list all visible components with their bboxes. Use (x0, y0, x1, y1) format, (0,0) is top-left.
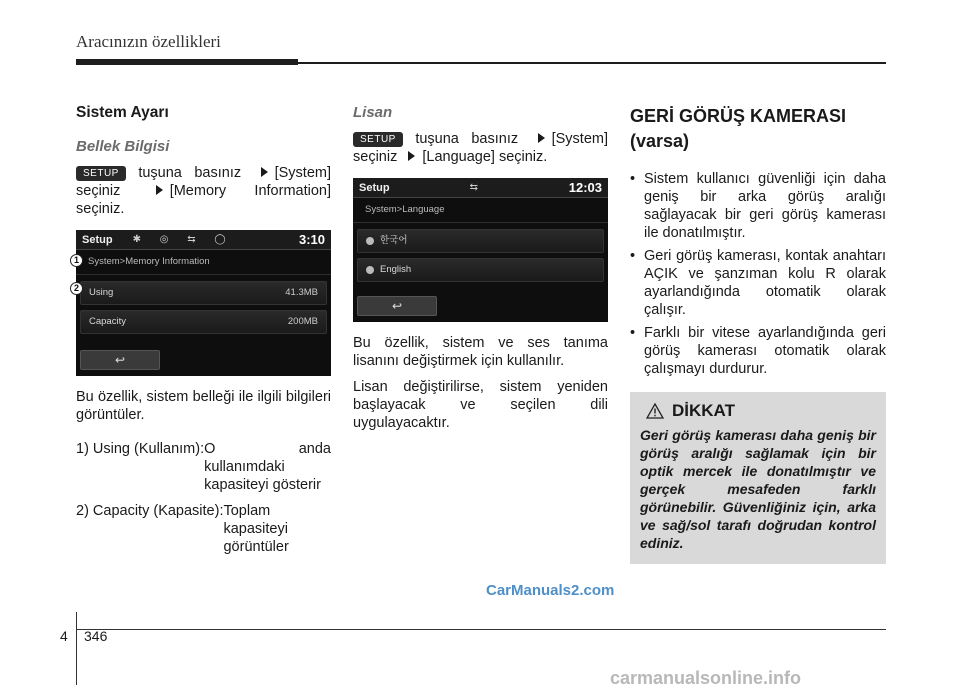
screen-clock: 3:10 (298, 231, 325, 247)
screen-title: Setup (359, 181, 390, 194)
column-language (353, 104, 608, 432)
back-button[interactable]: ↩ (357, 296, 437, 316)
caution-header (646, 402, 876, 420)
callout-2: 2 (70, 282, 83, 295)
language-screenshot (353, 178, 608, 322)
memory-info-screenshot (73, 230, 331, 376)
radio-icon (366, 237, 374, 245)
header-bar (76, 59, 298, 65)
setup-key-icon: SETUP (76, 166, 126, 181)
memory-description: Bu özellik, sistem belleği ile ilgili bilgileri görüntüler. (76, 389, 331, 423)
page-header-title: Aracınızın özellikleri (76, 32, 221, 51)
list-item: 2) Capacity (Kapasite): Toplam kapasiteyi görüntüler (76, 503, 289, 555)
instruction-text: SETUP tuşuna basınız [System] seçiniz [Memory Information] seçiniz. (76, 165, 331, 217)
screen-title: Setup (82, 233, 113, 246)
arrow-right-icon (538, 133, 545, 143)
language-option-korean[interactable]: 한국어 (357, 229, 604, 253)
instruction-text: SETUP tuşuna basınız [System] seçiniz [Language] seçiniz. (353, 131, 608, 165)
callout-1: 1 (70, 254, 83, 267)
list-item: • Geri görüş kamerası, kontak anahtarı AÇIK ve şanzıman kolu R olarak ayarlandığında otomatik olarak çalışır. (630, 247, 886, 319)
subsection-heading: Bellek Bilgisi (76, 138, 170, 155)
camera-bullet-list (630, 170, 886, 378)
screen-breadcrumb: System>Language (353, 198, 608, 223)
screen-clock: 12:03 (568, 179, 602, 195)
caution-box (630, 392, 886, 564)
subsection-heading: Lisan (353, 104, 393, 121)
column-rear-camera (630, 104, 886, 564)
warning-icon (646, 403, 664, 419)
usb-icon: ⇆ (469, 181, 486, 193)
page-number: 346 (84, 628, 108, 644)
back-button[interactable]: ↩ (80, 350, 160, 370)
bottom-watermark: carmanualsonline.info (610, 668, 802, 685)
watermark: CarManuals2.com (486, 582, 615, 599)
language-option-english[interactable]: English (357, 258, 604, 282)
radio-icon (366, 266, 374, 274)
section-heading: Sistem Ayarı (76, 104, 169, 121)
header-rule (298, 62, 886, 64)
status-icons: ✱ ◎ ⇆ ◯ (132, 233, 234, 245)
caution-text: Geri görüş kamerası daha geniş bir görüş aralığı sağlamak için bir optik mercek ile donatılmıştır ve gerçek mesafeden farklı görünebilir. Güvenliğiniz için, arka ve sağ/sol tarafı doğrudan kontrol ediniz. (640, 427, 876, 551)
language-paragraph-1: Bu özellik, sistem ve ses tanıma lisanını değiştirmek için kullanılır. (353, 335, 608, 369)
memory-capacity-row: Capacity 200MB (80, 310, 327, 334)
list-item: • Farklı bir vitese ayarlandığında geri görüş kamerası otomatik olarak çalışmayı durdurur. (630, 324, 886, 378)
list-item: 1) Using (Kullanım): O anda kullanımdaki kapasiteyi gösterir (76, 441, 331, 493)
caution-title: DİKKAT (672, 401, 735, 420)
section-heading: GERİ GÖRÜŞ KAMERASI (varsa) (630, 106, 847, 151)
memory-using-row: Using 41.3MB (80, 281, 327, 305)
list-item: • Sistem kullanıcı güvenliği için daha geniş bir arka görüş aralığı sağlayacak bir geri görüş kamerası ile donatılmıştır. (630, 170, 886, 242)
footer-divider (76, 612, 77, 685)
arrow-right-icon (408, 151, 415, 161)
arrow-right-icon (156, 185, 163, 195)
chapter-number: 4 (60, 628, 68, 644)
arrow-right-icon (261, 167, 268, 177)
screen-breadcrumb: System>Memory Information (76, 250, 331, 275)
column-memory-info (73, 104, 331, 556)
footer-rule (76, 629, 886, 630)
setup-key-icon: SETUP (353, 132, 403, 147)
language-paragraph-2: Lisan değiştirilirse, sistem yeniden başlayacak ve seçilen dili uygulayacaktır. (353, 379, 608, 431)
